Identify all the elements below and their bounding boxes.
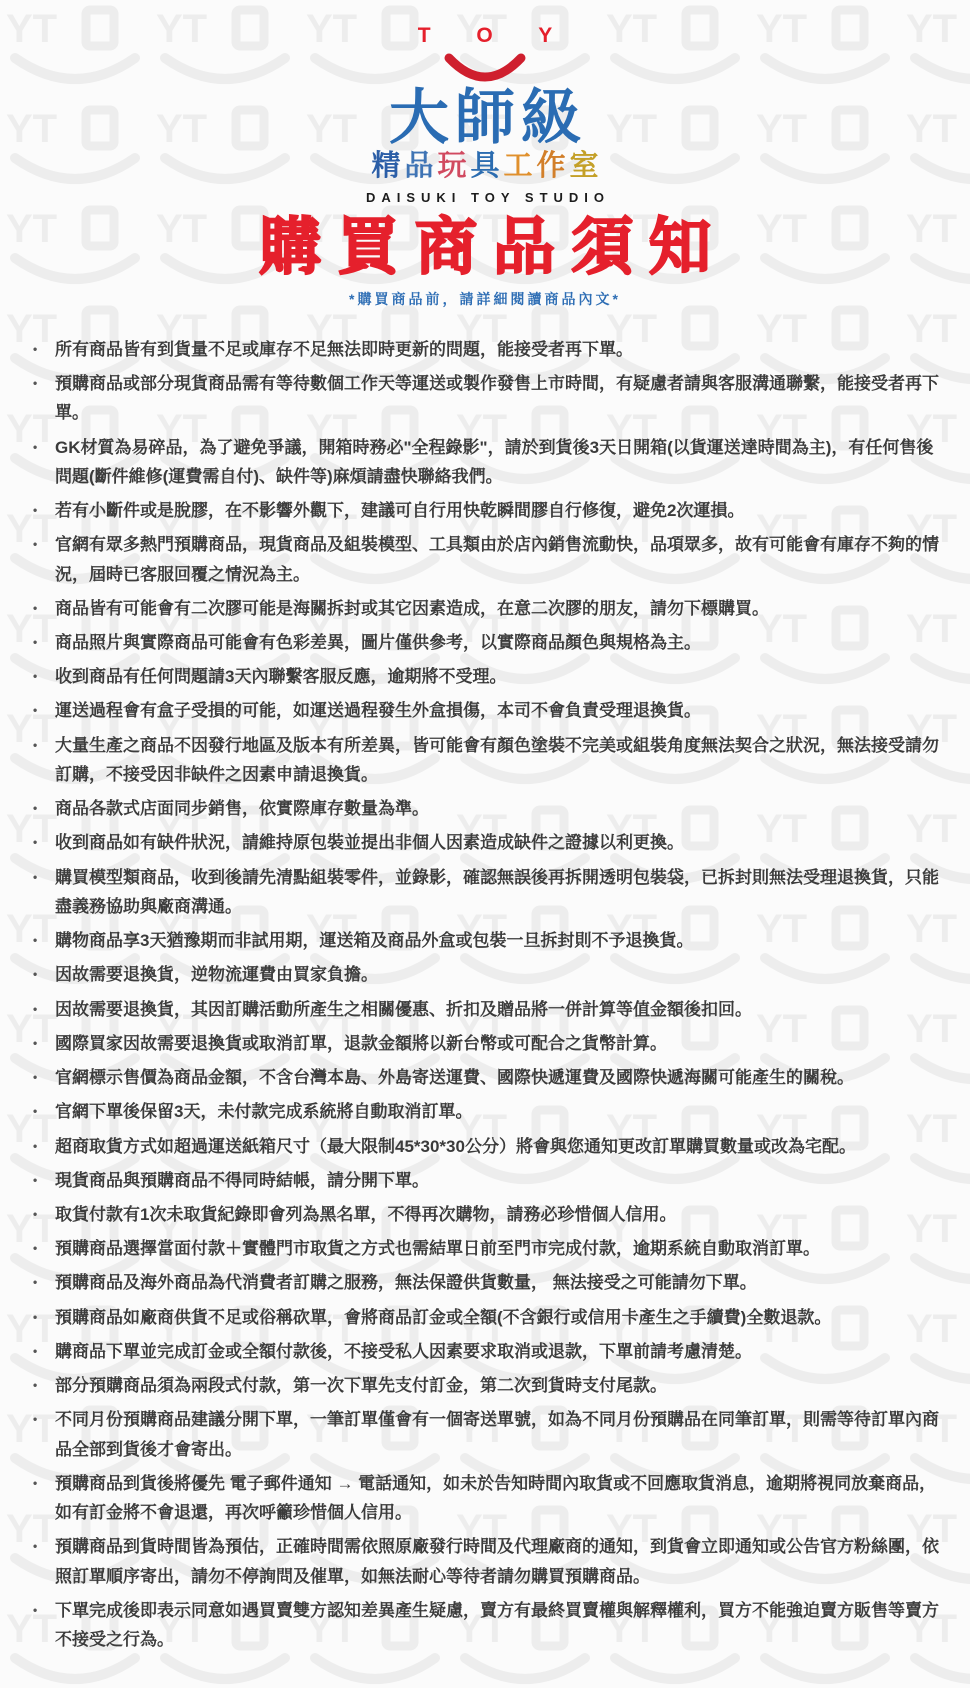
notice-item: [21, 1029, 949, 1058]
notice-text: 若有小斷件或是脫膠，在不影響外觀下，建議可自行用快乾瞬間膠自行修復，避免2次運損。: [55, 501, 745, 521]
notice-text: 預購商品如廠商供貨不足或俗稱砍單，會將商品訂金或全額(不含銀行或信用卡產生之手續費)全數退款。: [55, 1307, 832, 1327]
notice-text: 預購商品或部分現貨商品需有等待數個工作天等運送或製作發售上市時間，有疑慮者請與客服溝通聯繫，能接受者再下單。: [55, 374, 939, 423]
notice-text: 下單完成後即表示同意如遇買賣雙方認知差異產生疑慮，賣方有最終買賣權與解釋權利，買方不能強迫賣方販售等賣方不接受之行為。: [55, 1600, 939, 1650]
bullet-icon: •: [33, 869, 38, 884]
notice-item: [21, 1596, 949, 1654]
notice-text: 運送過程會有盒子受損的可能，如運送過程發生外盒損傷，本司不會負責受理退換貨。: [55, 701, 701, 721]
notice-text: 取貨付款有1次未取貨紀錄即會列為黑名單，不得再次購物，請務必珍惜個人信用。: [55, 1204, 677, 1224]
logo-tagline-char: 具: [470, 150, 504, 182]
bullet-icon: •: [33, 703, 38, 718]
notice-item: [21, 960, 949, 989]
notice-item: [21, 1063, 949, 1092]
notice-text: 官網有眾多熱門預購商品，現貨商品及組裝模型、工具類由於店內銷售流動快，品項眾多，故有可能會有庫存不夠的情況，屆時已客服回覆之情況為主。: [55, 535, 939, 584]
logo-studio-name: DAISUKI TOY STUDIO: [365, 189, 611, 205]
notice-item: [21, 1469, 949, 1527]
logo-brand-name: 大師級: [389, 84, 587, 151]
page-subtitle: *購買商品前，請詳細閱讀商品內文*: [349, 290, 621, 307]
notice-item: [21, 995, 949, 1024]
brand-logo: [0, 24, 970, 205]
notice-text: 部分預購商品須為兩段式付款，第一次下單先支付訂金，第二次到貨時支付尾款。: [55, 1376, 667, 1396]
notice-text: 因故需要退換貨，其因訂購活動所產生之相關優惠、折扣及贈品將一併計算等值金額後扣回。: [55, 999, 752, 1019]
bullet-icon: •: [33, 1035, 38, 1050]
bullet-icon: •: [33, 1172, 38, 1187]
page-title: 購買商品須知: [258, 212, 727, 282]
notice-item: [21, 794, 949, 823]
logo-tagline-char: 室: [569, 150, 603, 182]
bullet-icon: •: [33, 1138, 38, 1153]
notice-text: 不同月份預購商品建議分開下單，一筆訂單僅會有一個寄送單號，如為不同月份預購品在同筆訂單，則需等待訂單內商品全部到貨後才會寄出。: [55, 1410, 939, 1459]
notice-item: [21, 1200, 949, 1229]
notice-item: [21, 828, 949, 857]
bullet-icon: •: [33, 537, 38, 552]
notice-text: 預購商品到貨後將優先 電子郵件通知 → 電話通知，如未於告知時間內取貨或不回應取貨消息，逾期將視同放棄商品，如有訂金將不會退還，再次呼籲珍惜個人信用。: [55, 1473, 937, 1523]
bullet-icon: •: [33, 1275, 38, 1290]
notice-item: [21, 594, 949, 623]
notice-item: [21, 696, 949, 725]
notice-item: [21, 863, 949, 921]
notice-item: [21, 1371, 949, 1400]
logo-tagline-char: 作: [536, 150, 570, 182]
bullet-icon: •: [33, 835, 38, 850]
notice-text: 官網下單後保留3天，未付款完成系統將自動取消訂單。: [55, 1102, 473, 1122]
notice-item: [21, 433, 949, 491]
bullet-icon: •: [33, 1206, 38, 1221]
notice-text: 購物商品享3天猶豫期而非試用期，運送箱及商品外盒或包裝一旦拆封則不予退換貨。: [55, 931, 694, 951]
notice-item: [21, 335, 949, 364]
notice-item: [21, 1268, 949, 1297]
notice-item: [21, 731, 949, 789]
bullet-icon: •: [33, 801, 38, 816]
bullet-icon: •: [33, 1539, 38, 1554]
logo-tagline: [0, 151, 970, 183]
notice-text: 商品照片與實際商品可能會有色彩差異，圖片僅供參考，以實際商品顏色與規格為主。: [55, 633, 701, 652]
bullet-icon: •: [33, 503, 38, 518]
logo-tagline-char: 玩: [437, 150, 471, 182]
notice-item: [21, 369, 949, 427]
notice-item: [21, 1405, 949, 1463]
notice-text: 預購商品及海外商品為代消費者訂購之服務，無法保證供貨數量， 無法接受之可能請勿下單。: [55, 1273, 757, 1293]
notice-text: 超商取貨方式如超過運送紙箱尺寸（最大限制45*30*30公分）將會與您通知更改訂單購買數量或改為宅配。: [55, 1136, 856, 1156]
bullet-icon: •: [33, 1412, 38, 1427]
bullet-icon: •: [33, 967, 38, 982]
logo-tagline-char: 品: [404, 150, 438, 182]
bullet-icon: •: [33, 1070, 38, 1085]
notice-text: 商品皆有可能會有二次膠可能是海關拆封或其它因素造成，在意二次膠的朋友，請勿下標購買。: [55, 598, 769, 618]
notice-item: [21, 1132, 949, 1161]
bullet-icon: •: [33, 439, 38, 454]
notice-item: [21, 1097, 949, 1126]
notice-list: [21, 335, 949, 1654]
notice-item: [21, 496, 949, 525]
bullet-icon: •: [33, 1241, 38, 1256]
notice-item: [21, 1303, 949, 1332]
bullet-icon: •: [33, 1309, 38, 1324]
logo-tagline-char: 工: [503, 150, 537, 182]
notice-item: [21, 628, 949, 657]
notice-item: [21, 1337, 949, 1366]
notice-text: 商品各款式店面同步銷售，依實際庫存數量為準。: [55, 799, 429, 819]
bullet-icon: •: [33, 1475, 38, 1490]
notice-item: [21, 530, 949, 588]
bullet-icon: •: [33, 1001, 38, 1016]
bullet-icon: •: [33, 341, 38, 356]
notice-text: 所有商品皆有到貨量不足或庫存不足無法即時更新的問題，能接受者再下單。: [55, 339, 633, 359]
notice-text: 購商品下單並完成訂金或全額付款後，不接受私人因素要求取消或退款，下單前請考慮清楚。: [55, 1341, 752, 1361]
notice-text: 大量生產之商品不因發行地區及版本有所差異，皆可能會有顏色塗裝不完美或組裝角度無法契合之狀況，無法接受請勿訂購，不接受因非缺件之因素申請退換貨。: [55, 735, 939, 784]
notice-text: 預購商品到貨時間皆為預估，正確時間需依照原廠發行時間及代理廠商的通知，到貨會立即通知或公告官方粉絲團，依照訂單順序寄出，請勿不停詢問及催單，如無法耐心等待者請勿購買預購商品。: [55, 1537, 939, 1586]
notice-text: 官網標示售價為商品金額，不含台灣本島、外島寄送運費、國際快遞運費及國際快遞海關可能產生的關稅。: [55, 1068, 854, 1088]
notice-text: 收到商品有任何問題請3天內聯繫客服反應，逾期將不受理。: [55, 667, 507, 687]
notice-item: [21, 1234, 949, 1263]
logo-toy-text: T O Y: [417, 24, 573, 47]
notice-item: [21, 662, 949, 691]
notice-text: 因故需要退換貨，逆物流運費由買家負擔。: [55, 965, 378, 985]
notice-text: GK材質為易碎品，為了避免爭議，開箱時務必"全程錄影"，請於到貨後3天日開箱(以貨運送達時間為主)，有任何售後問題(斷件維修(運費需自付)、缺件等)麻煩請盡快聯絡我們。: [55, 437, 934, 486]
bullet-icon: •: [33, 635, 38, 649]
bullet-icon: •: [33, 1104, 38, 1119]
notice-text: 現貨商品與預購商品不得同時結帳，請分開下單。: [55, 1170, 429, 1190]
notice-item: [21, 1532, 949, 1590]
notice-text: 收到商品如有缺件狀況，請維持原包裝並提出非個人因素造成缺件之證據以利更換。: [55, 833, 684, 853]
notice-text: 國際買家因故需要退換貨或取消訂單，退款金額將以新台幣或可配合之貨幣計算。: [55, 1033, 667, 1053]
bullet-icon: •: [33, 1343, 38, 1358]
notice-item: [21, 1166, 949, 1195]
bullet-icon: •: [33, 376, 38, 391]
bullet-icon: •: [33, 1602, 38, 1617]
bullet-icon: •: [33, 737, 38, 752]
bullet-icon: •: [33, 600, 38, 615]
notice-text: 購買模型類商品，收到後請先清點組裝零件，並錄影，確認無誤後再拆開透明包裝袋，已拆封則無法受理退換貨，只能盡義務協助與廠商溝通。: [55, 867, 939, 916]
logo-tagline-char: 精: [371, 150, 405, 182]
notice-item: [21, 926, 949, 955]
bullet-icon: •: [33, 933, 38, 948]
notice-text: 預購商品選擇當面付款＋實體門市取貨之方式也需結單日前至門市完成付款，逾期系統自動取消訂單。: [55, 1239, 820, 1259]
bullet-icon: •: [33, 1378, 38, 1393]
bullet-icon: •: [33, 669, 38, 684]
